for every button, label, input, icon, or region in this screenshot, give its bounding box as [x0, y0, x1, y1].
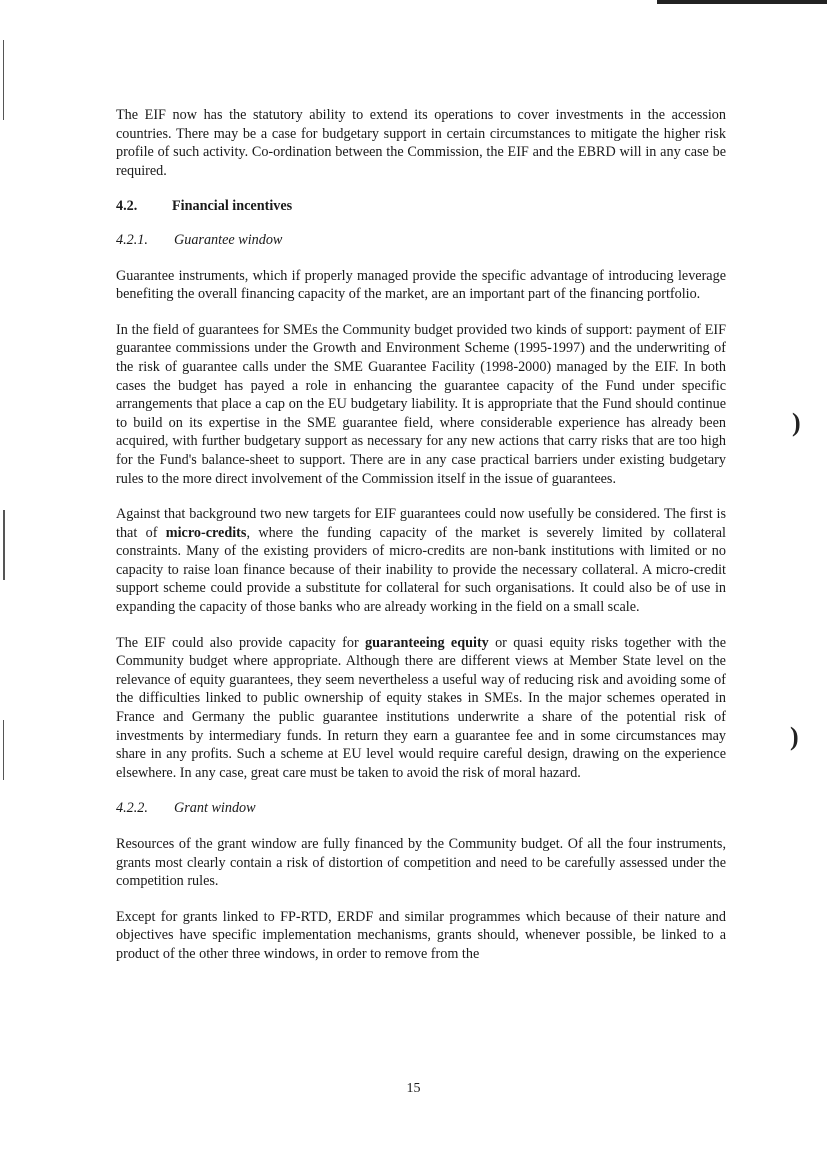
paragraph-text: The EIF could also provide capacity for: [116, 634, 366, 651]
subsection-heading-guarantee: [116, 231, 726, 250]
grant-paragraph-2: Except for grants linked to FP-RTD, ERDF and similar programmes which because of their nature and objectives have specific implementation mechanisms, grants should, whenever possible, be linked to a product of the other three windows, in order to remove from the: [116, 908, 726, 962]
subsection-number: 4.2.2.: [116, 800, 148, 817]
emphasis-guaranteeing-equity: guaranteeing equity: [365, 634, 489, 651]
emphasis-micro-credits: micro-credits: [165, 524, 247, 541]
page-number: 15: [406, 1081, 421, 1096]
subsection-title: Grant window: [174, 800, 256, 817]
section-heading: [116, 197, 726, 216]
section-number: 4.2.: [116, 198, 138, 215]
grant-paragraph-1: Resources of the grant window are fully financed by the Community budget. Of all the four instruments, grants most clearly contain a risk of distortion of competition and need to be carefully assessed under the competition rules.: [116, 836, 726, 890]
paragraph-text: , where the funding capacity of the market is severely limited by collateral constraints. Many of the existing providers of micro-credits are non-bank institutions with limited or no capacity to raise loan finance because of their inability to provide the necessary collateral. A micro-credit support scheme could provide a substitute for collateral for such organisations. It could also be of use in expanding the capacity of those banks who are already working in the field on a small scale.: [116, 524, 726, 616]
guarantee-paragraph-3: [116, 505, 726, 617]
paragraph-text: Against that background two new targets for EIF guarantees could now usefully be considered. The first is that of: [116, 506, 726, 541]
guarantee-paragraph-4: [116, 634, 726, 783]
scan-edge-mark: [3, 40, 4, 120]
section-title: Financial incentives: [172, 198, 293, 215]
intro-paragraph: The EIF now has the statutory ability to extend its operations to cover investments in the accession countries. There may be a case for budgetary support in certain circumstances to mitigate the higher risk profile of such activity. Co-ordination between the Commission, the EIF and the EBRD will in any case be required.: [116, 107, 726, 179]
guarantee-paragraph-2: In the field of guarantees for SMEs the Community budget provided two kinds of support: payment of EIF guarantee commissions under the Growth and Environment Scheme (1995-1997) and the underwriting of the risk of guarantee calls under the SME Guarantee Facility (1998-2000) managed by the EIF. In both cases the budget has payed a role in enhancing the guarantee capacity of the Fund under specific arrangements that place a cap on the EU budgetary liability. It is appropriate that the Fund should continue to build on its expertise in the SME guarantee field, where considerable experience has already been acquired, with further budgetary support as necessary for any new actions that carry risks that are too high for the Fund's balance-sheet to support. There are in any case practical barriers under existing budgetary rules to the more direct involvement of the Commission itself in the issue of guarantees.: [116, 321, 726, 487]
document-body: [116, 106, 726, 981]
subsection-heading-grant: [116, 799, 726, 818]
scan-bracket-mark: ): [792, 408, 801, 437]
scan-bracket-mark: ): [790, 722, 799, 751]
scan-edge-mark: [3, 720, 4, 780]
guarantee-paragraph-1: Guarantee instruments, which if properly managed provide the specific advantage of introducing leverage benefiting the overall financing capacity of the market, are an important part of the financing portfolio.: [116, 267, 726, 303]
paragraph-text: or quasi equity risks together with the Community budget where appropriate. Although there are different views at Member State level on the relevance of equity guarantees, they seem nevertheless a useful way of reducing risk and avoiding some of the difficulties linked to public ownership of equity stakes in SMEs. In the major schemes operated in France and Germany the public guarantee institutions underwrite a share of the potential risk of investments by intermediary funds. In return they earn a guarantee fee and in some circumstances may share in any profits. Such a scheme at EU level would require careful design, drawing on the experience elsewhere. In any case, great care must be taken to avoid the risk of moral hazard.: [116, 634, 726, 781]
scan-edge-mark: [3, 510, 5, 580]
subsection-title: Guarantee window: [174, 231, 283, 248]
scan-top-rule: [657, 0, 827, 4]
subsection-number: 4.2.1.: [116, 231, 148, 248]
